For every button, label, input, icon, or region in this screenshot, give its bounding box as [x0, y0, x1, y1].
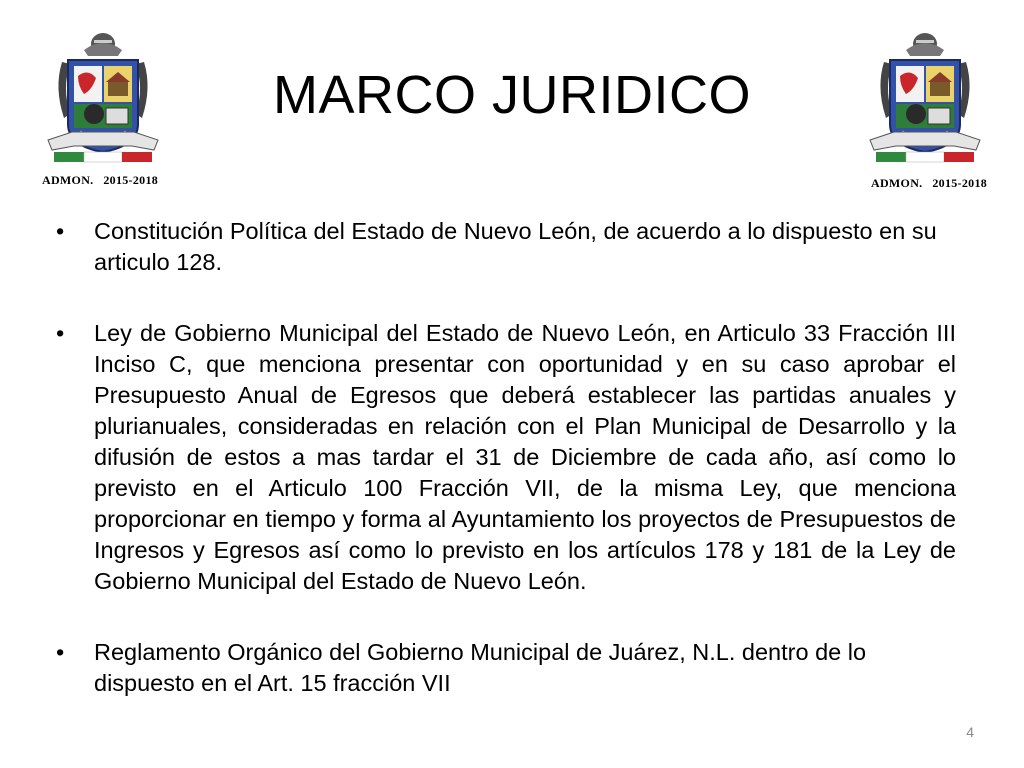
bullet-text: Constitución Política del Estado de Nuevo León, de acuerdo a lo dispuesto en su articulo 128.	[94, 218, 937, 275]
coat-of-arms-icon	[44, 28, 162, 168]
admon-period-label-left: ADMON. 2015-2018	[42, 173, 159, 187]
municipal-crest-right	[866, 28, 984, 173]
municipal-crest-left	[44, 28, 162, 173]
coat-of-arms-icon	[866, 28, 984, 168]
bullet-item	[48, 637, 956, 699]
bullet-item	[48, 216, 956, 278]
bullet-marker: •	[56, 639, 65, 665]
bullet-marker: •	[56, 218, 65, 244]
slide-title: MARCO JURIDICO	[273, 65, 751, 125]
bullet-item	[48, 318, 956, 597]
bullet-list	[48, 216, 956, 699]
admon-period-label-right: ADMON. 2015-2018	[871, 176, 988, 190]
page-number: 4	[966, 724, 974, 740]
bullet-text: Ley de Gobierno Municipal del Estado de Nuevo León, en Articulo 33 Fracción III Inciso C, que menciona presentar con oportunidad y en su caso aprobar el Presupuesto Anual de Egresos que deberá establecer las partidas anuales y plurianuales, consideradas en relación con el Plan Municipal de Desarrollo y la difusión de estos a mas tardar el 31 de Diciembre de cada año, así como lo previsto en el Articulo 100 Fracción VII, de la misma Ley, que menciona proporcionar en tiempo y forma al Ayuntamiento los proyectos de Presupuestos de Ingresos y Egresos así como lo previsto en los artículos 178 y 181 de la Ley de Gobierno Municipal del Estado de Nuevo León.	[94, 320, 956, 594]
bullet-marker: •	[56, 320, 65, 346]
bullet-text: Reglamento Orgánico del Gobierno Municipal de Juárez, N.L. dentro de lo dispuesto en el Art. 15 fracción VII	[94, 639, 867, 696]
